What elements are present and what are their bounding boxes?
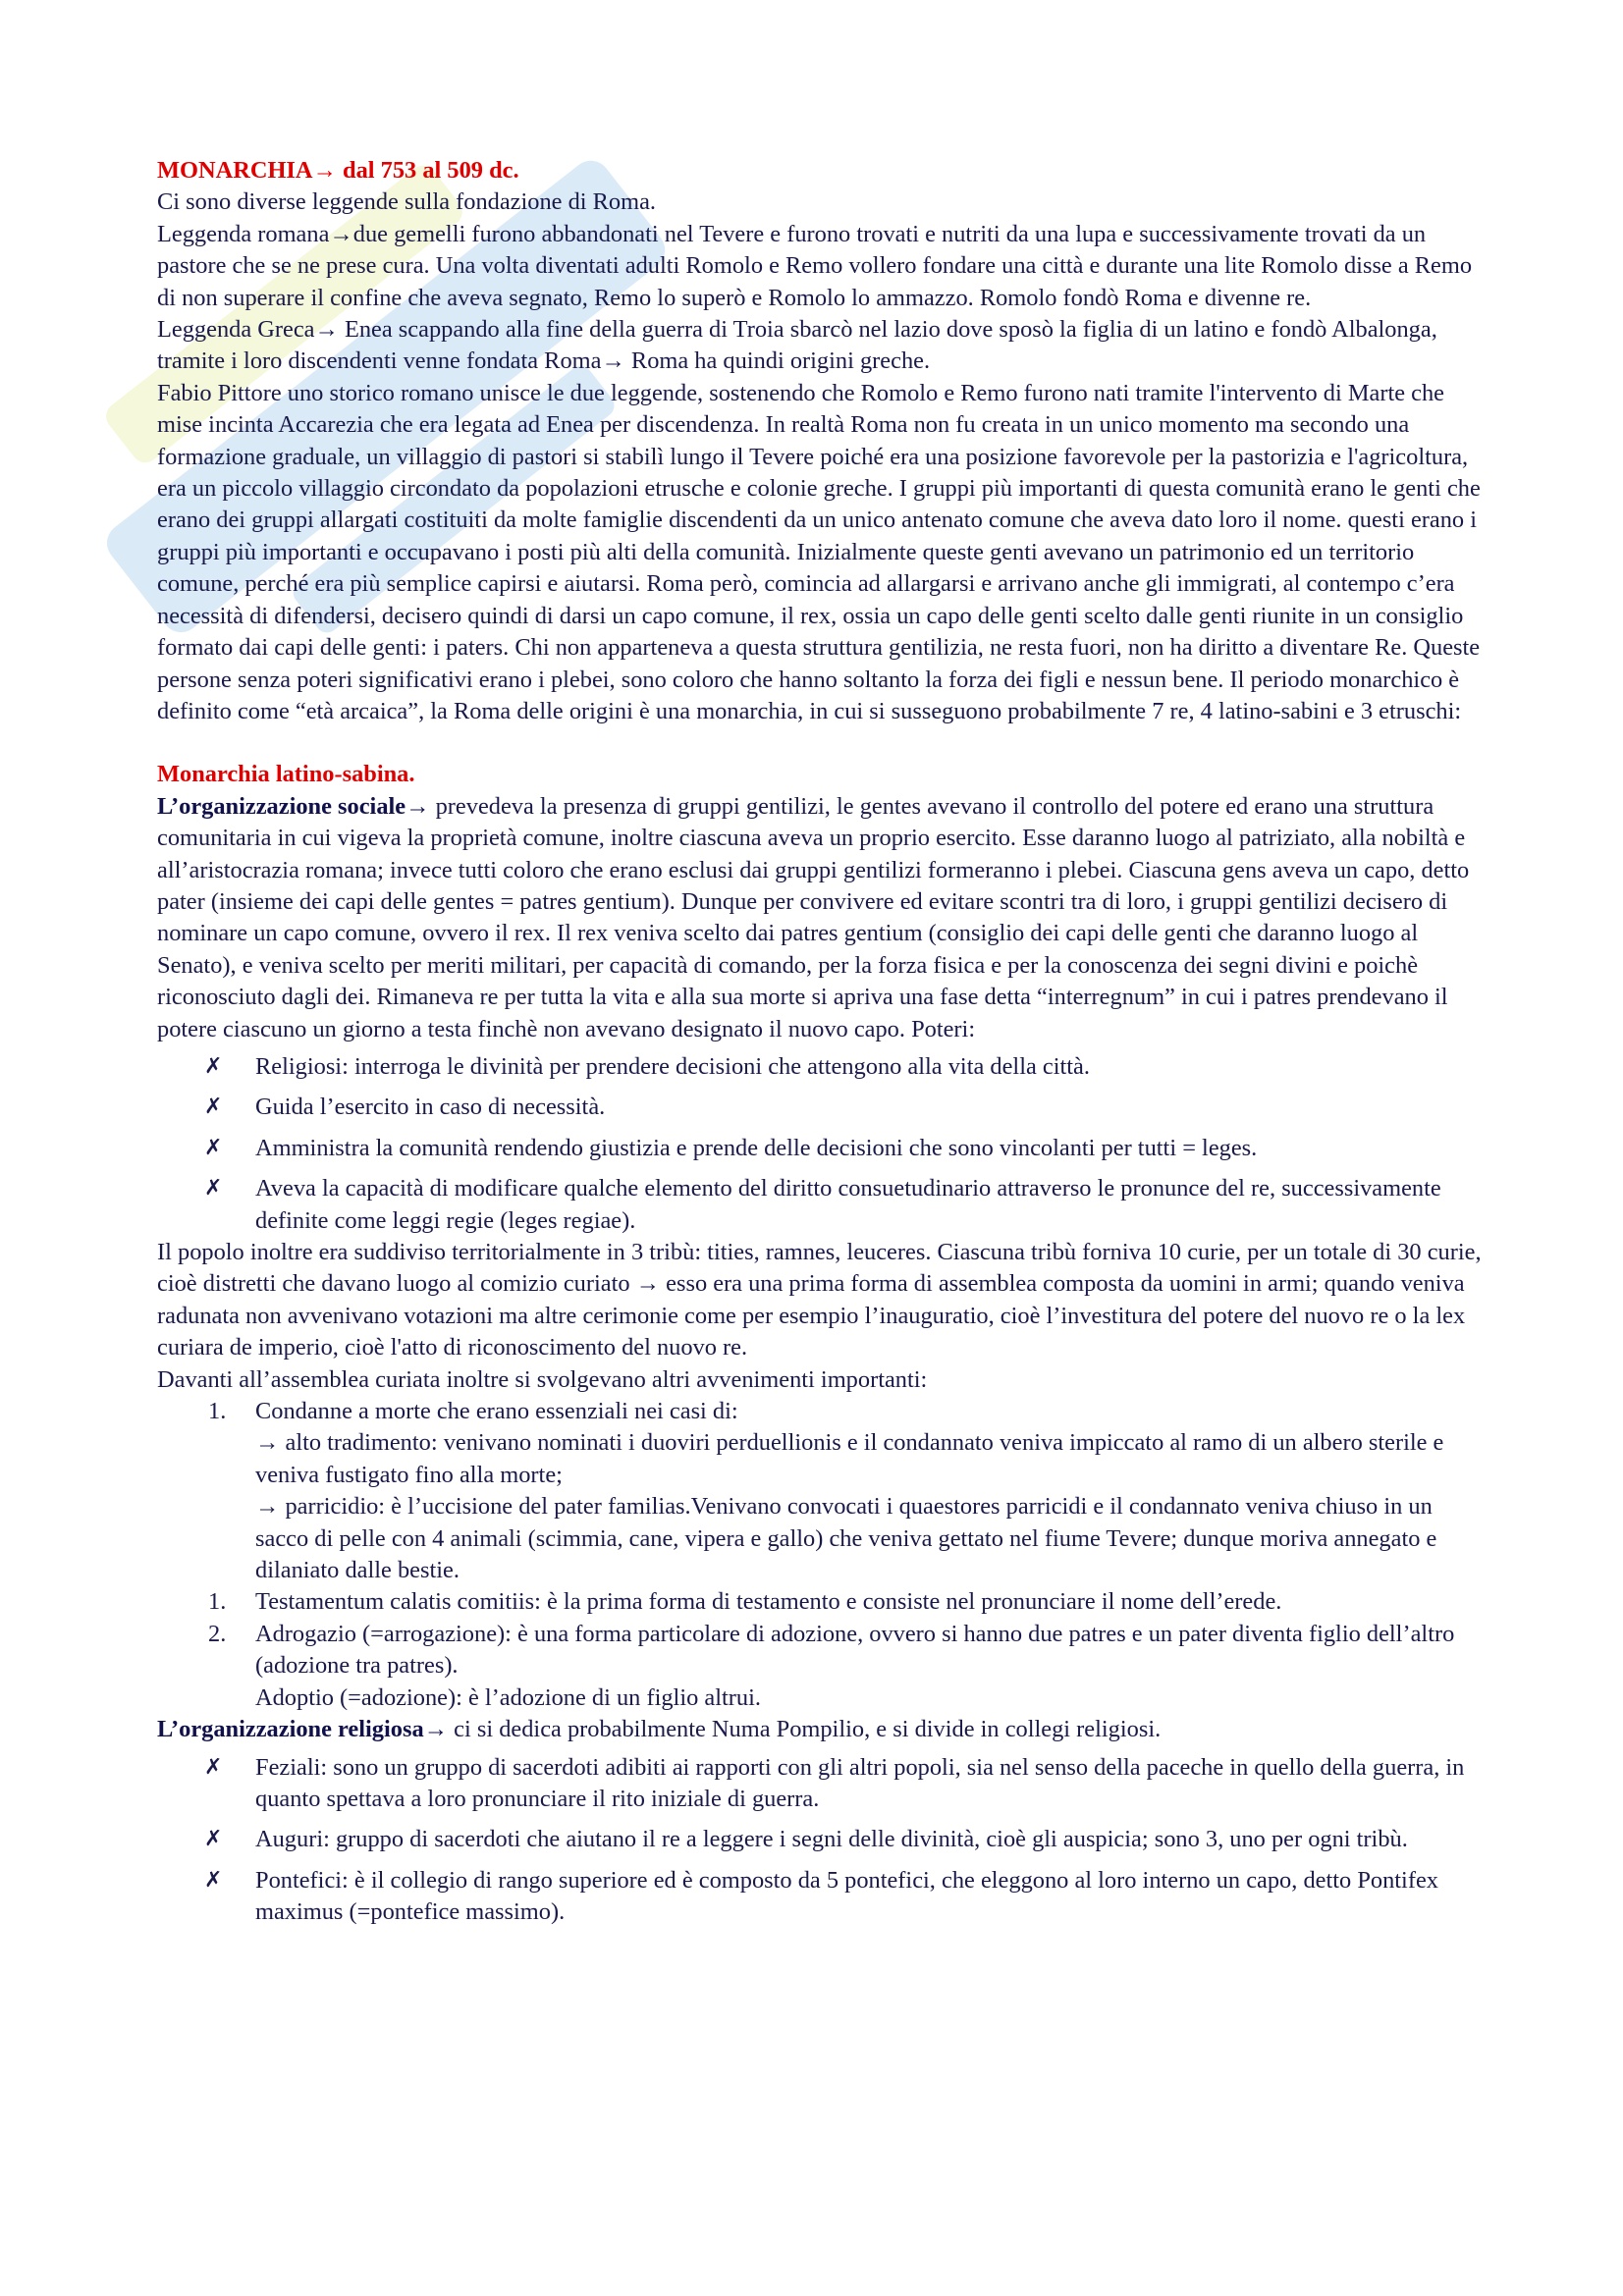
social-organization-text: prevedeva la presenza di gruppi gentilizi, le gentes avevano il controllo del potere ed erano una struttura comunitaria in cui vigeva la proprietà comune, inoltre ciascuna aveva un proprio esercito. Esse daranno luogo al patriziato, alla nobiltà e all’aristocrazia romana; invece tutti coloro che erano esclusi dai gruppi gentilizi formeranno i plebei. Ciascuna gens aveva un capo, detto pater (insieme dei capi delle gentes = patres gentium). Dunque per convivere ed evitare scontri tra di loro, i gruppi gentilizi decisero di nominare un capo comune, ovvero il rex. Il rex veniva scelto dai patres gentium (consiglio dei capi delle genti che daranno luogo al Senato), e veniva scelto per meriti militari, per capacità di comando, per la forza fisica e per la conoscenza dei segni divini e poichè riconosciuto dagli dei. Rimaneva re per tutta la vita e alla sua morte si apriva una fase detta “interregnum” in cui i patres prendevano il potere ciascuno un giorno a testa finchè non avevano designato il nuovo capo. Poteri:	[157, 792, 1470, 1042]
sub-item-parricide: → parricidio: è l’uccisione del pater familias.Venivano convocati i quaestores parricidi e il condannato veniva chiuso in un sacco di pelle con 4 animali (scimmia, cane, vipera e gallo) che veniva gettato nel fiume Tevere; dunque moriva annegato e dilaniato dalle bestie.	[255, 1493, 1437, 1584]
colleges-list	[157, 1752, 1485, 1929]
cross-icon: ✗	[204, 1053, 223, 1079]
cross-icon: ✗	[204, 1754, 223, 1780]
list-item: ✗ Amministra la comunità rendendo giustizia e prende delle decisioni che sono vincolanti per tutti = leges.	[157, 1133, 1485, 1164]
cross-icon: ✗	[204, 1135, 223, 1160]
people-paragraph: Il popolo inoltre era suddiviso territorialmente in 3 tribù: tities, ramnes, leuceres. Ciascuna tribù forniva 10 curie, per un totale di 30 curie, cioè distretti che davano luogo al comizio curiato → esso era una prima forma di assemblea composta da uomini in armi; quando veniva radunata non avvenivano votazioni ma altre cerimonie come per esempio l’inauguratio, cioè l’investitura del potere del nuovo re o la lex curiara de imperio, cioè l'atto di riconoscimento del nuovo re.	[157, 1239, 1482, 1362]
cross-icon: ✗	[204, 1827, 223, 1852]
document-title: MONARCHIA→ dal 753 al 509 dc.	[157, 157, 519, 184]
sub-item-adoptio: Adoptio (=adozione): è l’adozione di un figlio altrui.	[255, 1683, 761, 1711]
list-item: ✗ Auguri: gruppo di sacerdoti che aiutano il re a leggere i segni delle divinità, cioè gli auspicia; sono 3, uno per ogni tribù.	[157, 1824, 1485, 1855]
document-body	[157, 155, 1485, 1938]
social-organization-label: L’organizzazione sociale→	[157, 792, 430, 820]
list-item: 2. Adrogazio (=arrogazione): è una forma particolare di adozione, ovvero si hanno due patres e un pater diventa figlio dell’altro (adozione tra patres). Adoptio (=adozione): è l’adozione di un figlio altrui.	[208, 1620, 1455, 1711]
list-item: ✗ Religiosi: interroga le divinità per prendere decisioni che attengono alla vita della città.	[157, 1051, 1485, 1083]
cross-icon: ✗	[204, 1095, 223, 1120]
assembly-paragraph: Davanti all’assemblea curiata inoltre si svolgevano altri avvenimenti importanti:	[157, 1365, 928, 1393]
cross-icon: ✗	[204, 1176, 223, 1201]
religious-organization-label: L’organizzazione religiosa→	[157, 1716, 449, 1743]
events-list	[157, 1396, 1485, 1714]
list-item: ✗ Feziali: sono un gruppo di sacerdoti adibiti ai rapporti con gli altri popoli, sia nel senso della paceche in quello della guerra, in quanto spettava a loro pronunciare il rito iniziale di guerra.	[204, 1753, 1465, 1812]
religious-organization-text: ci si dedica probabilmente Numa Pompilio, e si divide in collegi religiosi.	[448, 1716, 1162, 1743]
list-item: 1. Testamentum calatis comitiis: è la prima forma di testamento e consiste nel pronunciare il nome dell’erede.	[208, 1588, 1282, 1616]
intro-fabio-pittore: Fabio Pittore uno storico romano unisce le due leggende, sostenendo che Romolo e Remo furono nati tramite l'intervento di Marte che mise incinta Accarezia che era legata ad Enea per discendenza. In realtà Roma non fu creata in un unico momento ma secondo una formazione graduale, un villaggio di pastori si stabilì lungo il Tevere poiché era una posizione favorevole per la pastorizia e l'agricoltura, era un piccolo villaggio circondato da popolazioni etrusche e colonie greche. I gruppi più importanti di questa comunità erano le genti che erano dei gruppi allargati costituiti da molte famiglie discendenti da un unico antenato comune che aveva dato loro il nome. questi erano i gruppi più importanti e occupavano i posti più alti della comunità. Inizialmente queste genti avevano un patrimonio ed un territorio comune, perché era più semplice capirsi e aiutarsi. Roma però, comincia ad allargarsi e arrivano anche gli immigrati, al contempo c’era necessità di difendersi, decisero quindi di darsi un capo comune, il rex, ossia un capo delle genti scelto dalle genti riunite in un consiglio formato dai capi delle genti: i paters. Chi non apparteneva a questa struttura gentilizia, ne resta fuori, non ha diritto a diventare Re. Queste persone senza poteri significativi erano i plebei, sono coloro che hanno soltanto la forza dei figli e nessun bene. Il periodo monarchico è definito come “età arcaica”, la Roma delle origini è una monarchia, in cui si susseguono probabilmente 7 re, 4 latino-sabini e 3 etruschi:	[157, 379, 1481, 724]
intro-greek-legend: Leggenda Greca→ Enea scappando alla fine della guerra di Troia sbarcò nel lazio dove sposò la figlia di un latino e fondò Albalonga, tramite i loro discendenti venne fondata Roma→ Roma ha quindi origini greche.	[157, 316, 1437, 375]
sub-item-high-treason: → alto tradimento: venivano nominati i duoviri perduellionis e il condannato veniva impiccato al ramo di un albero sterile e veniva fustigato fino alla morte;	[255, 1429, 1444, 1488]
section-title: Monarchia latino-sabina.	[157, 761, 415, 788]
social-organization-paragraph	[157, 791, 1485, 1045]
list-item: ✗ Guida l’esercito in caso di necessità.	[157, 1092, 1485, 1123]
intro-line-1: Ci sono diverse leggende sulla fondazione di Roma.	[157, 188, 657, 216]
intro-roman-legend: Leggenda romana→due gemelli furono abbandonati nel Tevere e furono trovati e nutriti da una lupa e successivamente trovati da un pastore che se ne prese cura. Una volta diventati adulti Romolo e Remo vollero fondare una città e durante una lite Romolo disse a Remo di non superare il confine che aveva segnato, Remo lo superò e Romolo lo ammazzo. Romolo fondò Roma e divenne re.	[157, 220, 1473, 311]
list-item: ✗ Aveva la capacità di modificare qualche elemento del diritto consuetudinario attraverso le pronunce del re, successivamente definite come leggi regie (leges regiae).	[204, 1175, 1441, 1234]
cross-icon: ✗	[204, 1867, 223, 1893]
powers-list	[157, 1051, 1485, 1237]
list-item: 1. Condanne a morte che erano essenziali nei casi di: → alto tradimento: venivano nominati i duoviri perduellionis e il condannato veniva impiccato al ramo di un albero sterile e veniva fustigato fino alla morte; → parricidio: è l’uccisione del pater familias.Venivano convocati i quaestores parricidi e il condannato veniva chiuso in un sacco di pelle con 4 animali (scimmia, cane, vipera e gallo) che veniva gettato nel fiume Tevere; dunque moriva annegato e dilaniato dalle bestie.	[208, 1398, 1444, 1584]
religious-organization-paragraph	[157, 1714, 1485, 1745]
list-item: ✗ Pontefici: è il collegio di rango superiore ed è composto da 5 pontefici, che eleggono al loro interno un capo, detto Pontifex maximus (=pontefice massimo).	[204, 1866, 1438, 1926]
